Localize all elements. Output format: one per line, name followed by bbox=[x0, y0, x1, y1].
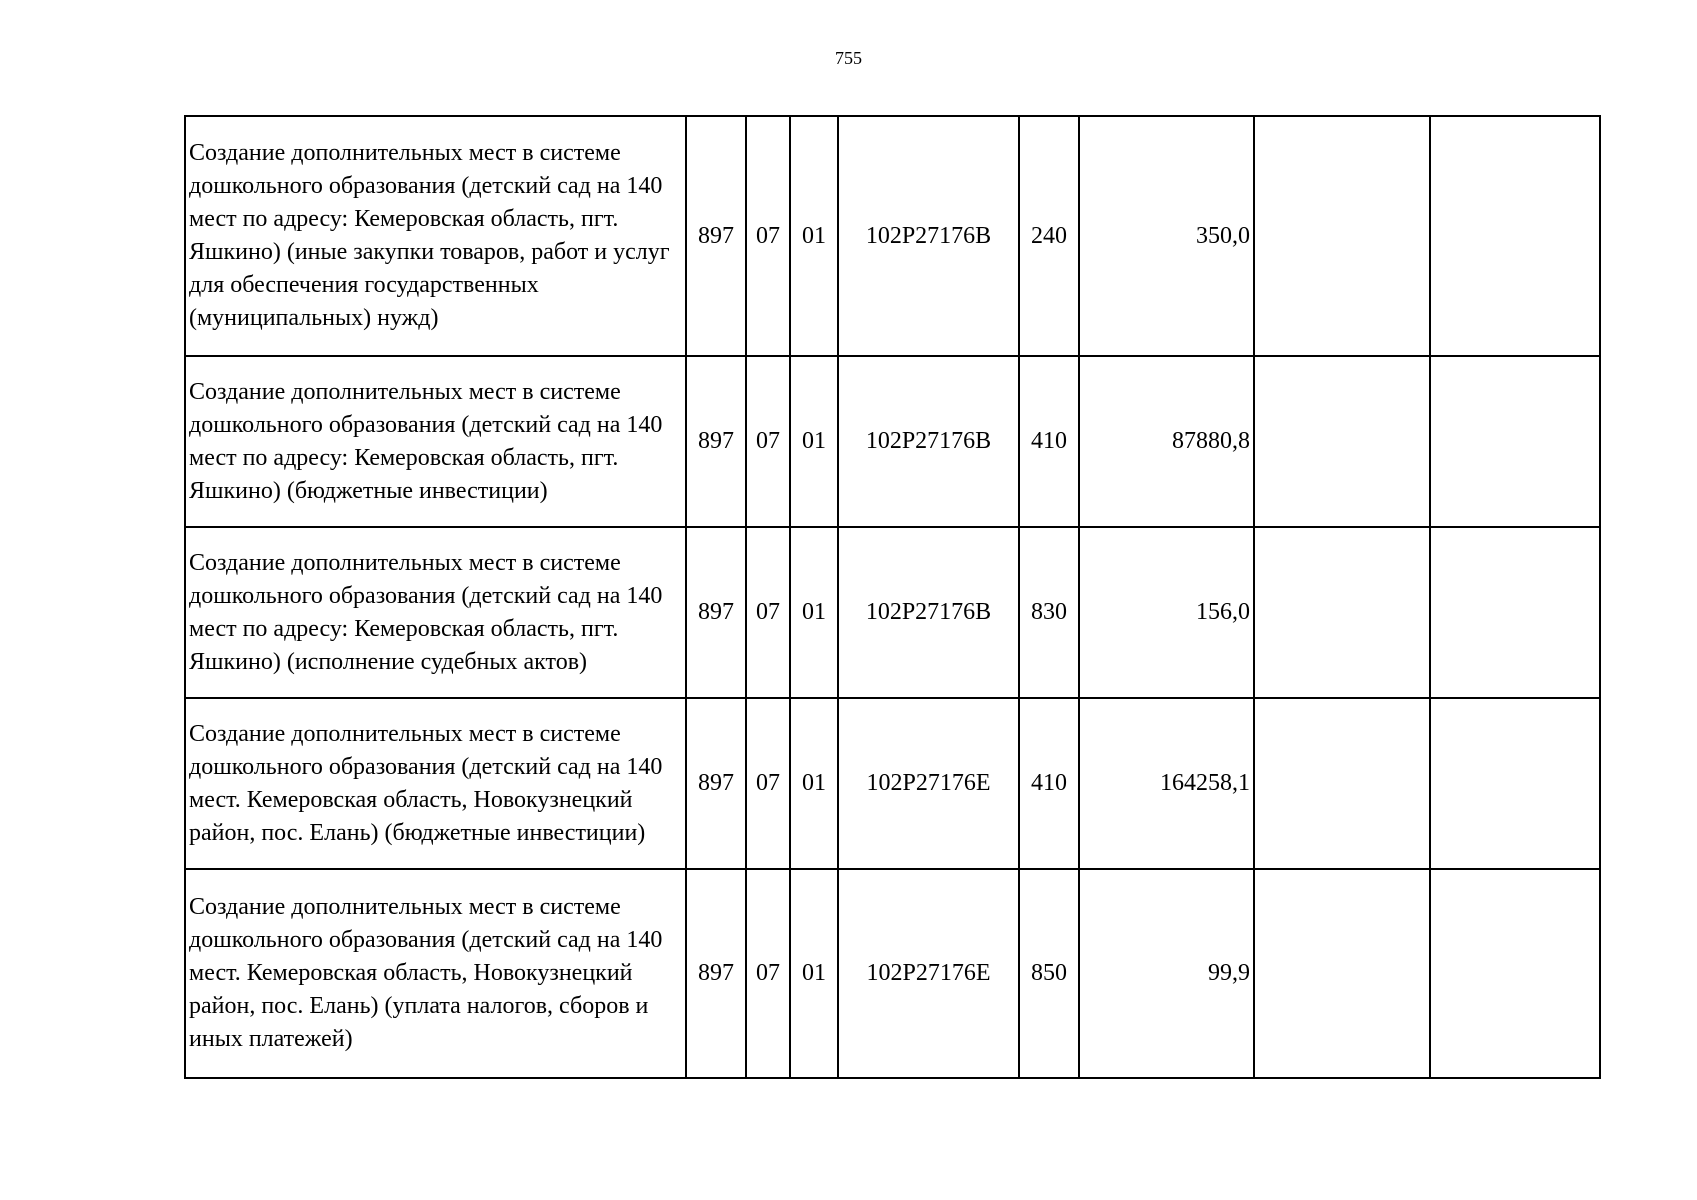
row-target-item-code: 102P27176E bbox=[838, 698, 1019, 869]
row-amount: 99,9 bbox=[1079, 869, 1254, 1078]
row-empty-cell-9 bbox=[1430, 116, 1600, 356]
table-row bbox=[185, 698, 1600, 869]
table-row bbox=[185, 116, 1600, 356]
row-empty-cell-8 bbox=[1254, 527, 1430, 698]
row-section-code: 07 bbox=[746, 527, 790, 698]
table-row bbox=[185, 869, 1600, 1078]
row-empty-cell-9 bbox=[1430, 356, 1600, 527]
budget-table bbox=[184, 115, 1601, 1079]
row-amount: 164258,1 bbox=[1079, 698, 1254, 869]
row-description: Создание дополнительных мест в системе дошкольного образования (детский сад на 140 мест по адресу: Кемеровская область, пгт. Яшкино) (иные закупки товаров, работ и услуг для обеспечения государственных (муниципальных) нужд) bbox=[185, 116, 686, 356]
row-target-item-code: 102P27176B bbox=[838, 527, 1019, 698]
row-section-code: 07 bbox=[746, 869, 790, 1078]
row-amount: 350,0 bbox=[1079, 116, 1254, 356]
page-number: 755 bbox=[835, 48, 862, 68]
row-section-code: 07 bbox=[746, 356, 790, 527]
row-ministry-code: 897 bbox=[686, 116, 746, 356]
row-ministry-code: 897 bbox=[686, 698, 746, 869]
row-empty-cell-9 bbox=[1430, 527, 1600, 698]
row-section-code: 07 bbox=[746, 698, 790, 869]
row-expense-type-code: 850 bbox=[1019, 869, 1079, 1078]
row-subsection-code: 01 bbox=[790, 527, 838, 698]
row-section-code: 07 bbox=[746, 116, 790, 356]
row-ministry-code: 897 bbox=[686, 869, 746, 1078]
row-target-item-code: 102P27176B bbox=[838, 356, 1019, 527]
row-subsection-code: 01 bbox=[790, 116, 838, 356]
row-description: Создание дополнительных мест в системе дошкольного образования (детский сад на 140 мест. Кемеровская область, Новокузнецкий район, пос. Елань) (уплата налогов, сборов и иных платежей) bbox=[185, 869, 686, 1078]
table-row bbox=[185, 527, 1600, 698]
row-description: Создание дополнительных мест в системе дошкольного образования (детский сад на 140 мест по адресу: Кемеровская область, пгт. Яшкино) (исполнение судебных актов) bbox=[185, 527, 686, 698]
row-expense-type-code: 410 bbox=[1019, 698, 1079, 869]
row-empty-cell-8 bbox=[1254, 116, 1430, 356]
row-empty-cell-9 bbox=[1430, 869, 1600, 1078]
row-subsection-code: 01 bbox=[790, 356, 838, 527]
row-subsection-code: 01 bbox=[790, 698, 838, 869]
row-empty-cell-8 bbox=[1254, 356, 1430, 527]
row-expense-type-code: 240 bbox=[1019, 116, 1079, 356]
row-ministry-code: 897 bbox=[686, 527, 746, 698]
row-description: Создание дополнительных мест в системе дошкольного образования (детский сад на 140 мест по адресу: Кемеровская область, пгт. Яшкино) (бюджетные инвестиции) bbox=[185, 356, 686, 527]
row-empty-cell-8 bbox=[1254, 698, 1430, 869]
row-subsection-code: 01 bbox=[790, 869, 838, 1078]
row-description: Создание дополнительных мест в системе дошкольного образования (детский сад на 140 мест. Кемеровская область, Новокузнецкий район, пос. Елань) (бюджетные инвестиции) bbox=[185, 698, 686, 869]
row-ministry-code: 897 bbox=[686, 356, 746, 527]
row-target-item-code: 102P27176B bbox=[838, 116, 1019, 356]
row-empty-cell-9 bbox=[1430, 698, 1600, 869]
row-target-item-code: 102P27176E bbox=[838, 869, 1019, 1078]
row-amount: 87880,8 bbox=[1079, 356, 1254, 527]
row-empty-cell-8 bbox=[1254, 869, 1430, 1078]
row-expense-type-code: 410 bbox=[1019, 356, 1079, 527]
row-expense-type-code: 830 bbox=[1019, 527, 1079, 698]
table-row bbox=[185, 356, 1600, 527]
row-amount: 156,0 bbox=[1079, 527, 1254, 698]
